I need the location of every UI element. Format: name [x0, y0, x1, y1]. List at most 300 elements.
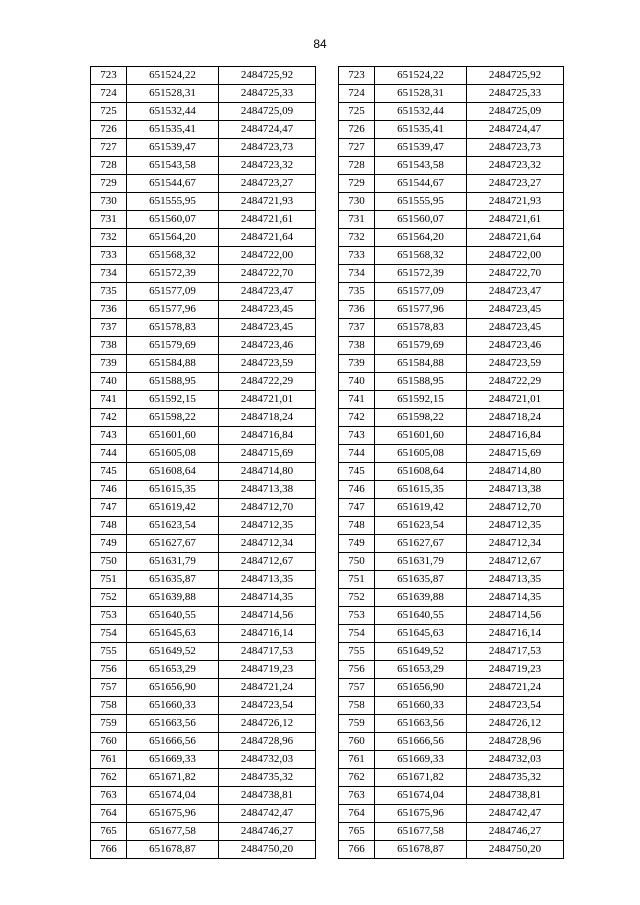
table-row — [339, 121, 564, 139]
point-number-cell: 723 — [91, 67, 127, 85]
point-number-cell: 743 — [339, 427, 375, 445]
point-number-cell: 734 — [339, 265, 375, 283]
x-coordinate-cell: 651560,07 — [375, 211, 467, 229]
x-coordinate-cell: 651543,58 — [127, 157, 219, 175]
point-number-cell: 746 — [91, 481, 127, 499]
x-coordinate-cell: 651674,04 — [127, 787, 219, 805]
table-row — [91, 805, 316, 823]
y-coordinate-cell: 2484712,34 — [467, 535, 564, 553]
table-row — [339, 625, 564, 643]
x-coordinate-cell: 651623,54 — [127, 517, 219, 535]
point-number-cell: 742 — [339, 409, 375, 427]
table-row — [91, 733, 316, 751]
x-coordinate-cell: 651653,29 — [375, 661, 467, 679]
table-row — [91, 445, 316, 463]
y-coordinate-cell: 2484722,00 — [467, 247, 564, 265]
y-coordinate-cell: 2484721,61 — [219, 211, 316, 229]
point-number-cell: 724 — [339, 85, 375, 103]
table-row — [91, 319, 316, 337]
x-coordinate-cell: 651649,52 — [127, 643, 219, 661]
table-row — [91, 751, 316, 769]
table-row — [91, 409, 316, 427]
point-number-cell: 743 — [91, 427, 127, 445]
y-coordinate-cell: 2484721,24 — [467, 679, 564, 697]
y-coordinate-cell: 2484723,46 — [467, 337, 564, 355]
x-coordinate-cell: 651675,96 — [127, 805, 219, 823]
y-coordinate-cell: 2484715,69 — [219, 445, 316, 463]
point-number-cell: 731 — [339, 211, 375, 229]
x-coordinate-cell: 651631,79 — [375, 553, 467, 571]
table-row — [91, 139, 316, 157]
y-coordinate-cell: 2484718,24 — [467, 409, 564, 427]
table-row — [339, 229, 564, 247]
table-row — [339, 265, 564, 283]
y-coordinate-cell: 2484724,47 — [467, 121, 564, 139]
x-coordinate-cell: 651645,63 — [127, 625, 219, 643]
y-coordinate-cell: 2484722,29 — [467, 373, 564, 391]
table-row — [91, 121, 316, 139]
x-coordinate-cell: 651660,33 — [127, 697, 219, 715]
table-row — [339, 535, 564, 553]
x-coordinate-cell: 651588,95 — [375, 373, 467, 391]
table-row — [339, 643, 564, 661]
y-coordinate-cell: 2484721,93 — [219, 193, 316, 211]
table-row — [339, 193, 564, 211]
y-coordinate-cell: 2484721,61 — [467, 211, 564, 229]
y-coordinate-cell: 2484714,35 — [219, 589, 316, 607]
point-number-cell: 723 — [339, 67, 375, 85]
table-row — [339, 67, 564, 85]
y-coordinate-cell: 2484746,27 — [467, 823, 564, 841]
y-coordinate-cell: 2484725,09 — [219, 103, 316, 121]
point-number-cell: 732 — [339, 229, 375, 247]
x-coordinate-cell: 651669,33 — [127, 751, 219, 769]
y-coordinate-cell: 2484742,47 — [219, 805, 316, 823]
table-row — [339, 391, 564, 409]
table-row — [339, 373, 564, 391]
table-row — [339, 805, 564, 823]
point-number-cell: 738 — [91, 337, 127, 355]
table-row — [91, 679, 316, 697]
y-coordinate-cell: 2484712,35 — [219, 517, 316, 535]
y-coordinate-cell: 2484722,70 — [467, 265, 564, 283]
y-coordinate-cell: 2484746,27 — [219, 823, 316, 841]
table-row — [91, 823, 316, 841]
x-coordinate-cell: 651524,22 — [127, 67, 219, 85]
y-coordinate-cell: 2484721,64 — [219, 229, 316, 247]
x-coordinate-cell: 651639,88 — [127, 589, 219, 607]
y-coordinate-cell: 2484714,80 — [467, 463, 564, 481]
x-coordinate-cell: 651656,90 — [127, 679, 219, 697]
table-row — [91, 715, 316, 733]
table-row — [91, 355, 316, 373]
y-coordinate-cell: 2484723,32 — [219, 157, 316, 175]
x-coordinate-cell: 651619,42 — [127, 499, 219, 517]
y-coordinate-cell: 2484728,96 — [219, 733, 316, 751]
y-coordinate-cell: 2484738,81 — [219, 787, 316, 805]
y-coordinate-cell: 2484723,32 — [467, 157, 564, 175]
table-row — [91, 193, 316, 211]
point-number-cell: 724 — [91, 85, 127, 103]
x-coordinate-cell: 651539,47 — [127, 139, 219, 157]
x-coordinate-cell: 651543,58 — [375, 157, 467, 175]
point-number-cell: 741 — [339, 391, 375, 409]
point-number-cell: 749 — [339, 535, 375, 553]
x-coordinate-cell: 651577,96 — [127, 301, 219, 319]
y-coordinate-cell: 2484723,59 — [467, 355, 564, 373]
table-row — [91, 103, 316, 121]
table-row — [91, 391, 316, 409]
y-coordinate-cell: 2484713,35 — [219, 571, 316, 589]
point-number-cell: 725 — [91, 103, 127, 121]
point-number-cell: 755 — [91, 643, 127, 661]
point-number-cell: 727 — [339, 139, 375, 157]
point-number-cell: 760 — [91, 733, 127, 751]
x-coordinate-cell: 651601,60 — [375, 427, 467, 445]
y-coordinate-cell: 2484716,84 — [219, 427, 316, 445]
point-number-cell: 727 — [91, 139, 127, 157]
x-coordinate-cell: 651592,15 — [375, 391, 467, 409]
point-number-cell: 739 — [339, 355, 375, 373]
point-number-cell: 725 — [339, 103, 375, 121]
y-coordinate-cell: 2484721,01 — [219, 391, 316, 409]
point-number-cell: 735 — [91, 283, 127, 301]
x-coordinate-cell: 651568,32 — [127, 247, 219, 265]
point-number-cell: 735 — [339, 283, 375, 301]
x-coordinate-cell: 651674,04 — [375, 787, 467, 805]
y-coordinate-cell: 2484714,56 — [219, 607, 316, 625]
y-coordinate-cell: 2484723,45 — [219, 319, 316, 337]
x-coordinate-cell: 651653,29 — [127, 661, 219, 679]
point-number-cell: 759 — [91, 715, 127, 733]
y-coordinate-cell: 2484723,73 — [467, 139, 564, 157]
x-coordinate-cell: 651627,67 — [375, 535, 467, 553]
x-coordinate-cell: 651678,87 — [375, 841, 467, 859]
x-coordinate-cell: 651678,87 — [127, 841, 219, 859]
point-number-cell: 756 — [91, 661, 127, 679]
y-coordinate-cell: 2484721,93 — [467, 193, 564, 211]
y-coordinate-cell: 2484735,32 — [467, 769, 564, 787]
y-coordinate-cell: 2484717,53 — [219, 643, 316, 661]
table-row — [91, 427, 316, 445]
x-coordinate-cell: 651645,63 — [375, 625, 467, 643]
y-coordinate-cell: 2484724,47 — [219, 121, 316, 139]
table-row — [91, 283, 316, 301]
x-coordinate-cell: 651660,33 — [375, 697, 467, 715]
y-coordinate-cell: 2484723,46 — [219, 337, 316, 355]
table-row — [339, 139, 564, 157]
y-coordinate-cell: 2484712,70 — [467, 499, 564, 517]
table-row — [339, 445, 564, 463]
table-row — [339, 175, 564, 193]
x-coordinate-cell: 651560,07 — [127, 211, 219, 229]
table-row — [91, 85, 316, 103]
table-row — [91, 463, 316, 481]
table-row — [91, 481, 316, 499]
x-coordinate-cell: 651635,87 — [375, 571, 467, 589]
y-coordinate-cell: 2484713,38 — [467, 481, 564, 499]
y-coordinate-cell: 2484712,35 — [467, 517, 564, 535]
x-coordinate-cell: 651677,58 — [375, 823, 467, 841]
point-number-cell: 726 — [339, 121, 375, 139]
y-coordinate-cell: 2484723,45 — [467, 319, 564, 337]
x-coordinate-cell: 651544,67 — [127, 175, 219, 193]
y-coordinate-cell: 2484723,45 — [219, 301, 316, 319]
point-number-cell: 736 — [339, 301, 375, 319]
y-coordinate-cell: 2484712,70 — [219, 499, 316, 517]
x-coordinate-cell: 651669,33 — [375, 751, 467, 769]
y-coordinate-cell: 2484726,12 — [219, 715, 316, 733]
point-number-cell: 739 — [91, 355, 127, 373]
point-number-cell: 765 — [91, 823, 127, 841]
table-row — [91, 211, 316, 229]
table-row — [339, 481, 564, 499]
point-number-cell: 750 — [339, 553, 375, 571]
point-number-cell: 733 — [339, 247, 375, 265]
x-coordinate-cell: 651671,82 — [375, 769, 467, 787]
point-number-cell: 751 — [339, 571, 375, 589]
y-coordinate-cell: 2484726,12 — [467, 715, 564, 733]
point-number-cell: 726 — [91, 121, 127, 139]
table-row — [91, 535, 316, 553]
x-coordinate-cell: 651532,44 — [127, 103, 219, 121]
point-number-cell: 736 — [91, 301, 127, 319]
x-coordinate-cell: 651584,88 — [375, 355, 467, 373]
x-coordinate-cell: 651592,15 — [127, 391, 219, 409]
point-number-cell: 752 — [91, 589, 127, 607]
table-body — [339, 67, 564, 859]
y-coordinate-cell: 2484723,54 — [219, 697, 316, 715]
x-coordinate-cell: 651631,79 — [127, 553, 219, 571]
x-coordinate-cell: 651615,35 — [375, 481, 467, 499]
table-row — [339, 463, 564, 481]
point-number-cell: 737 — [91, 319, 127, 337]
table-row — [91, 373, 316, 391]
table-row — [91, 229, 316, 247]
y-coordinate-cell: 2484712,34 — [219, 535, 316, 553]
point-number-cell: 763 — [339, 787, 375, 805]
x-coordinate-cell: 651579,69 — [375, 337, 467, 355]
table-row — [91, 301, 316, 319]
x-coordinate-cell: 651579,69 — [127, 337, 219, 355]
y-coordinate-cell: 2484723,73 — [219, 139, 316, 157]
y-coordinate-cell: 2484712,67 — [219, 553, 316, 571]
point-number-cell: 745 — [91, 463, 127, 481]
y-coordinate-cell: 2484732,03 — [467, 751, 564, 769]
y-coordinate-cell: 2484714,56 — [467, 607, 564, 625]
x-coordinate-cell: 651666,56 — [127, 733, 219, 751]
y-coordinate-cell: 2484714,35 — [467, 589, 564, 607]
page-number: 84 — [313, 37, 327, 51]
point-number-cell: 763 — [91, 787, 127, 805]
table-row — [91, 607, 316, 625]
x-coordinate-cell: 651649,52 — [375, 643, 467, 661]
x-coordinate-cell: 651640,55 — [127, 607, 219, 625]
table-row — [91, 661, 316, 679]
point-number-cell: 752 — [339, 589, 375, 607]
point-number-cell: 766 — [339, 841, 375, 859]
table-row — [91, 265, 316, 283]
table-row — [339, 823, 564, 841]
table-row — [339, 85, 564, 103]
table-row — [339, 841, 564, 859]
point-number-cell: 729 — [339, 175, 375, 193]
x-coordinate-cell: 651535,41 — [127, 121, 219, 139]
y-coordinate-cell: 2484717,53 — [467, 643, 564, 661]
point-number-cell: 729 — [91, 175, 127, 193]
table-row — [339, 283, 564, 301]
x-coordinate-cell: 651577,09 — [375, 283, 467, 301]
point-number-cell: 753 — [339, 607, 375, 625]
table-row — [91, 589, 316, 607]
y-coordinate-cell: 2484719,23 — [467, 661, 564, 679]
y-coordinate-cell: 2484735,32 — [219, 769, 316, 787]
y-coordinate-cell: 2484714,80 — [219, 463, 316, 481]
point-number-cell: 734 — [91, 265, 127, 283]
point-number-cell: 742 — [91, 409, 127, 427]
point-number-cell: 754 — [91, 625, 127, 643]
point-number-cell: 761 — [91, 751, 127, 769]
table-row — [91, 643, 316, 661]
y-coordinate-cell: 2484721,01 — [467, 391, 564, 409]
table-row — [339, 733, 564, 751]
x-coordinate-cell: 651619,42 — [375, 499, 467, 517]
point-number-cell: 741 — [91, 391, 127, 409]
table-row — [91, 841, 316, 859]
table-row — [91, 175, 316, 193]
x-coordinate-cell: 651598,22 — [375, 409, 467, 427]
table-row — [339, 409, 564, 427]
table-row — [91, 571, 316, 589]
point-number-cell: 738 — [339, 337, 375, 355]
x-coordinate-cell: 651572,39 — [127, 265, 219, 283]
y-coordinate-cell: 2484723,54 — [467, 697, 564, 715]
x-coordinate-cell: 651584,88 — [127, 355, 219, 373]
y-coordinate-cell: 2484723,45 — [467, 301, 564, 319]
y-coordinate-cell: 2484722,00 — [219, 247, 316, 265]
table-row — [91, 697, 316, 715]
point-number-cell: 766 — [91, 841, 127, 859]
table-row — [91, 625, 316, 643]
table-row — [339, 157, 564, 175]
table-row — [91, 787, 316, 805]
table-row — [91, 517, 316, 535]
point-number-cell: 757 — [339, 679, 375, 697]
x-coordinate-cell: 651528,31 — [127, 85, 219, 103]
y-coordinate-cell: 2484725,33 — [467, 85, 564, 103]
point-number-cell: 730 — [339, 193, 375, 211]
x-coordinate-cell: 651666,56 — [375, 733, 467, 751]
x-coordinate-cell: 651564,20 — [127, 229, 219, 247]
point-number-cell: 753 — [91, 607, 127, 625]
point-number-cell: 758 — [339, 697, 375, 715]
x-coordinate-cell: 651671,82 — [127, 769, 219, 787]
x-coordinate-cell: 651598,22 — [127, 409, 219, 427]
point-number-cell: 744 — [339, 445, 375, 463]
x-coordinate-cell: 651640,55 — [375, 607, 467, 625]
x-coordinate-cell: 651608,64 — [375, 463, 467, 481]
table-row — [339, 715, 564, 733]
point-number-cell: 761 — [339, 751, 375, 769]
y-coordinate-cell: 2484725,92 — [219, 67, 316, 85]
x-coordinate-cell: 651578,83 — [127, 319, 219, 337]
point-number-cell: 745 — [339, 463, 375, 481]
point-number-cell: 748 — [339, 517, 375, 535]
x-coordinate-cell: 651635,87 — [127, 571, 219, 589]
point-number-cell: 765 — [339, 823, 375, 841]
point-number-cell: 740 — [339, 373, 375, 391]
y-coordinate-cell: 2484728,96 — [467, 733, 564, 751]
x-coordinate-cell: 651577,96 — [375, 301, 467, 319]
table-row — [339, 697, 564, 715]
point-number-cell: 747 — [339, 499, 375, 517]
x-coordinate-cell: 651627,67 — [127, 535, 219, 553]
table-row — [339, 517, 564, 535]
x-coordinate-cell: 651535,41 — [375, 121, 467, 139]
x-coordinate-cell: 651528,31 — [375, 85, 467, 103]
y-coordinate-cell: 2484719,23 — [219, 661, 316, 679]
point-number-cell: 760 — [339, 733, 375, 751]
y-coordinate-cell: 2484742,47 — [467, 805, 564, 823]
table-row — [339, 301, 564, 319]
point-number-cell: 764 — [91, 805, 127, 823]
table-row — [339, 247, 564, 265]
table-row — [339, 679, 564, 697]
point-number-cell: 740 — [91, 373, 127, 391]
point-number-cell: 764 — [339, 805, 375, 823]
point-number-cell: 762 — [339, 769, 375, 787]
table-row — [91, 769, 316, 787]
y-coordinate-cell: 2484721,64 — [467, 229, 564, 247]
point-number-cell: 746 — [339, 481, 375, 499]
coordinates-table-right — [338, 66, 564, 859]
table-row — [91, 337, 316, 355]
table-row — [339, 553, 564, 571]
x-coordinate-cell: 651675,96 — [375, 805, 467, 823]
y-coordinate-cell: 2484721,24 — [219, 679, 316, 697]
table-row — [339, 355, 564, 373]
x-coordinate-cell: 651623,54 — [375, 517, 467, 535]
x-coordinate-cell: 651615,35 — [127, 481, 219, 499]
x-coordinate-cell: 651588,95 — [127, 373, 219, 391]
x-coordinate-cell: 651539,47 — [375, 139, 467, 157]
point-number-cell: 744 — [91, 445, 127, 463]
x-coordinate-cell: 651555,95 — [375, 193, 467, 211]
y-coordinate-cell: 2484716,84 — [467, 427, 564, 445]
y-coordinate-cell: 2484713,35 — [467, 571, 564, 589]
table-row — [91, 499, 316, 517]
table-row — [91, 553, 316, 571]
table-row — [339, 589, 564, 607]
y-coordinate-cell: 2484725,09 — [467, 103, 564, 121]
y-coordinate-cell: 2484725,33 — [219, 85, 316, 103]
y-coordinate-cell: 2484738,81 — [467, 787, 564, 805]
x-coordinate-cell: 651663,56 — [127, 715, 219, 733]
table-row — [339, 211, 564, 229]
x-coordinate-cell: 651663,56 — [375, 715, 467, 733]
table-row — [339, 787, 564, 805]
point-number-cell: 758 — [91, 697, 127, 715]
point-number-cell: 730 — [91, 193, 127, 211]
x-coordinate-cell: 651608,64 — [127, 463, 219, 481]
table-row — [339, 661, 564, 679]
y-coordinate-cell: 2484716,14 — [219, 625, 316, 643]
y-coordinate-cell: 2484750,20 — [467, 841, 564, 859]
x-coordinate-cell: 651524,22 — [375, 67, 467, 85]
point-number-cell: 748 — [91, 517, 127, 535]
point-number-cell: 759 — [339, 715, 375, 733]
y-coordinate-cell: 2484723,27 — [467, 175, 564, 193]
